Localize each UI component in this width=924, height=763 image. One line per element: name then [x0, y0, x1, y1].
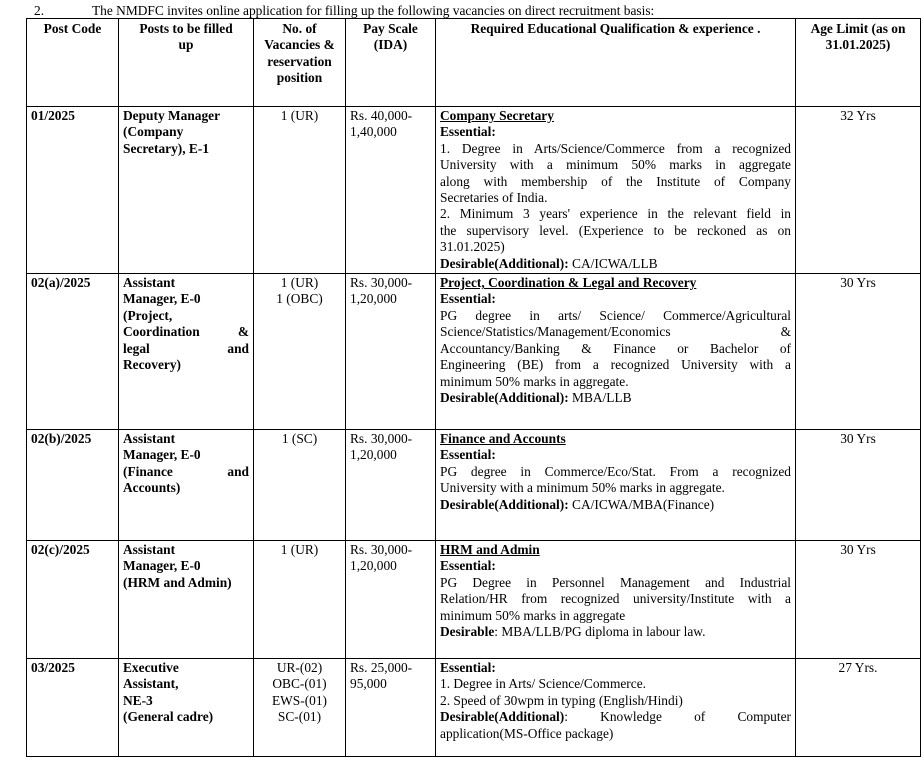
post-code: 02(b)/2025: [27, 430, 119, 541]
vacancy-line: SC-(01): [277, 709, 322, 725]
pay-line: 1,20,000: [350, 291, 397, 307]
essential-line: 31.01.2025): [440, 239, 505, 255]
post-name: [119, 274, 254, 430]
desirable-line: [440, 390, 791, 406]
desirable-label: Desirable: [440, 624, 495, 640]
desirable-line: [440, 709, 791, 725]
essential-line: along with membership of the Institute of Company: [440, 173, 791, 189]
qualification: [436, 107, 796, 274]
post-name-line: (Company: [123, 124, 184, 140]
header-posts: Posts to be filled up: [119, 19, 254, 107]
desirable-label: Desirable(Additional): [440, 709, 565, 725]
header-age-limit: Age Limit (as on 31.01.2025): [796, 19, 921, 107]
header-vacancies: No. of Vacancies & reservation position: [254, 19, 346, 107]
desirable-line: [440, 624, 791, 640]
pay-line: Rs. 30,000-: [350, 275, 413, 291]
desirable-line: [440, 256, 791, 272]
essential-line: PG Degree in Personnel Management and Industrial: [440, 574, 791, 590]
vacancy-line: EWS-(01): [271, 692, 328, 708]
essential-line: Relation/HR from recognized university/Institute with a: [440, 591, 791, 607]
desirable-line: application(MS-Office package): [440, 725, 614, 741]
post-name-line: Assistant: [123, 542, 176, 558]
essential-line: 1. Degree in Arts/ Science/Commerce.: [440, 676, 646, 692]
post-name-line: (General cadre): [123, 709, 214, 725]
table-row: [27, 541, 921, 659]
essential-line: the supervisory level. (Experience to be reckoned as on: [440, 222, 791, 238]
vacancy-line: 1 (UR): [280, 108, 319, 123]
vacancy-line: UR-(02): [276, 660, 323, 676]
pay-line: Rs. 40,000-: [350, 108, 413, 123]
pay-scale: [346, 274, 436, 430]
header-pay-scale: Pay Scale (IDA): [346, 19, 436, 107]
desirable-label: Desirable(Additional):: [440, 389, 569, 405]
pay-line: Rs. 30,000-: [350, 431, 413, 447]
post-code: 02(c)/2025: [27, 541, 119, 659]
age-limit: 30 Yrs: [796, 274, 921, 430]
intro-line: [34, 3, 654, 19]
age-limit: 27 Yrs.: [796, 659, 921, 757]
qualification: [436, 430, 796, 541]
intro-text: The NMDFC invites online application for filling up the following vacancies on direct recruitment basis:: [92, 3, 655, 18]
essential-label: Essential:: [440, 124, 496, 140]
post-name-line: Assistant: [123, 275, 176, 291]
pay-scale: [346, 659, 436, 757]
vacancy: [254, 274, 346, 430]
post-word: and: [227, 340, 249, 356]
vacancy-line: 1 (OBC): [276, 291, 323, 307]
essential-line: PG degree in arts/ Science/ Commerce/Agricultural: [440, 307, 791, 323]
desirable-value: MBA/LLB: [568, 389, 632, 405]
essential-line: PG degree in Commerce/Eco/Stat. From a recognized: [440, 463, 791, 479]
essential-label: Essential:: [440, 660, 496, 676]
post-code: 02(a)/2025: [27, 274, 119, 430]
desirable-label: Desirable(Additional):: [440, 496, 569, 512]
post-name-line: Executive: [123, 660, 179, 676]
desirable-value: CA/ICWA/MBA(Finance): [568, 496, 715, 512]
vacancy: [254, 659, 346, 757]
post-word: legal: [123, 340, 150, 356]
post-name-line: NE-3: [123, 692, 153, 708]
post-name-line: Manager, E-0: [123, 291, 201, 307]
age-limit: 32 Yrs: [796, 107, 921, 274]
desirable-value: CA/ICWA/LLB: [568, 255, 658, 271]
pay-line: Rs. 25,000-: [350, 660, 413, 676]
pay-line: 1,20,000: [350, 558, 397, 574]
pay-scale: [346, 430, 436, 541]
desirable-value: : Knowledge of Computer: [564, 709, 791, 725]
essential-line: Secretaries of India.: [440, 190, 548, 206]
table-row: [27, 274, 921, 430]
table-row: [27, 659, 921, 757]
header-row: [27, 19, 921, 107]
post-name-line: Manager, E-0: [123, 558, 201, 574]
vacancy-line: 1 (SC): [281, 431, 318, 447]
post-name-line: Recovery): [123, 357, 181, 373]
post-name: [119, 430, 254, 541]
post-name: [119, 541, 254, 659]
post-name-line: (HRM and Admin): [123, 574, 232, 590]
post-name-line: Assistant: [123, 431, 176, 447]
post-name-line: Secretary), E-1: [123, 140, 210, 156]
qualification-heading: Company Secretary: [440, 108, 554, 123]
desirable-value: : MBA/LLB/PG diploma in labour law.: [494, 624, 706, 640]
essential-label: Essential:: [440, 291, 496, 307]
essential-line: 2. Speed of 30wpm in typing (English/Hindi): [440, 692, 683, 708]
section-number: 2.: [34, 3, 45, 18]
vacancy-line: OBC-(01): [272, 676, 327, 692]
pay-scale: [346, 541, 436, 659]
post-name-line: Accounts): [123, 480, 181, 496]
vacancy: [254, 107, 346, 274]
post-word: and: [227, 463, 249, 479]
desirable-line: [440, 497, 791, 513]
post-name-line: [123, 341, 249, 357]
qualification-heading: Finance and Accounts: [440, 431, 566, 447]
table-row: [27, 107, 921, 274]
qualification-heading: Project, Coordination & Legal and Recovery: [440, 275, 697, 291]
post-name: [119, 107, 254, 274]
essential-line: 2. Minimum 3 years' experience in the relevant field in: [440, 206, 791, 222]
essential-line: minimum 50% marks in aggregate.: [440, 373, 629, 389]
post-code: 01/2025: [27, 107, 119, 274]
post-code: 03/2025: [27, 659, 119, 757]
essential-line: University with a minimum 50% marks in aggregate: [440, 157, 791, 173]
post-name-line: [123, 324, 249, 340]
desirable-label: Desirable(Additional):: [440, 255, 569, 271]
essential-label: Essential:: [440, 558, 496, 574]
vacancy-line: 1 (UR): [280, 275, 319, 291]
qualification-heading: HRM and Admin: [440, 542, 540, 558]
post-name-line: [123, 464, 249, 480]
post-name-line: Deputy Manager: [123, 108, 221, 123]
essential-line: University with a minimum 50% marks in aggregate.: [440, 480, 725, 496]
essential-line: Science/Statistics/Management/Economics &: [440, 324, 791, 340]
qualification: [436, 541, 796, 659]
table-row: [27, 430, 921, 541]
header-qualification: Required Educational Qualification & experience .: [436, 19, 796, 107]
vacancy: [254, 430, 346, 541]
vacancy: [254, 541, 346, 659]
pay-line: 95,000: [350, 676, 387, 692]
pay-line: 1,40,000: [350, 124, 397, 140]
essential-line: Engineering (BE) from a recognized University with a: [440, 357, 791, 373]
essential-label: Essential:: [440, 447, 496, 463]
post-name-line: (Project,: [123, 307, 173, 323]
vacancy-line: 1 (UR): [280, 542, 319, 558]
post-word: Coordination: [123, 324, 200, 340]
essential-line: minimum 50% marks in aggregate: [440, 607, 626, 623]
table-body: [27, 107, 921, 757]
essential-line: Accountancy/Banking & Finance or Bachelor of: [440, 340, 791, 356]
age-limit: 30 Yrs: [796, 541, 921, 659]
post-name-line: Manager, E-0: [123, 447, 201, 463]
essential-line: 1. Degree in Arts/Science/Commerce from a recognized: [440, 140, 791, 156]
pay-line: Rs. 30,000-: [350, 542, 413, 558]
pay-line: 1,20,000: [350, 447, 397, 463]
header-post-code: Post Code: [27, 19, 119, 107]
qualification: [436, 274, 796, 430]
post-name: [119, 659, 254, 757]
pay-scale: [346, 107, 436, 274]
post-name-line: Assistant,: [123, 676, 179, 692]
qualification: [436, 659, 796, 757]
post-word: (Finance: [123, 463, 173, 479]
vacancy-table: [26, 18, 921, 757]
post-word: &: [237, 324, 249, 340]
age-limit: 30 Yrs: [796, 430, 921, 541]
